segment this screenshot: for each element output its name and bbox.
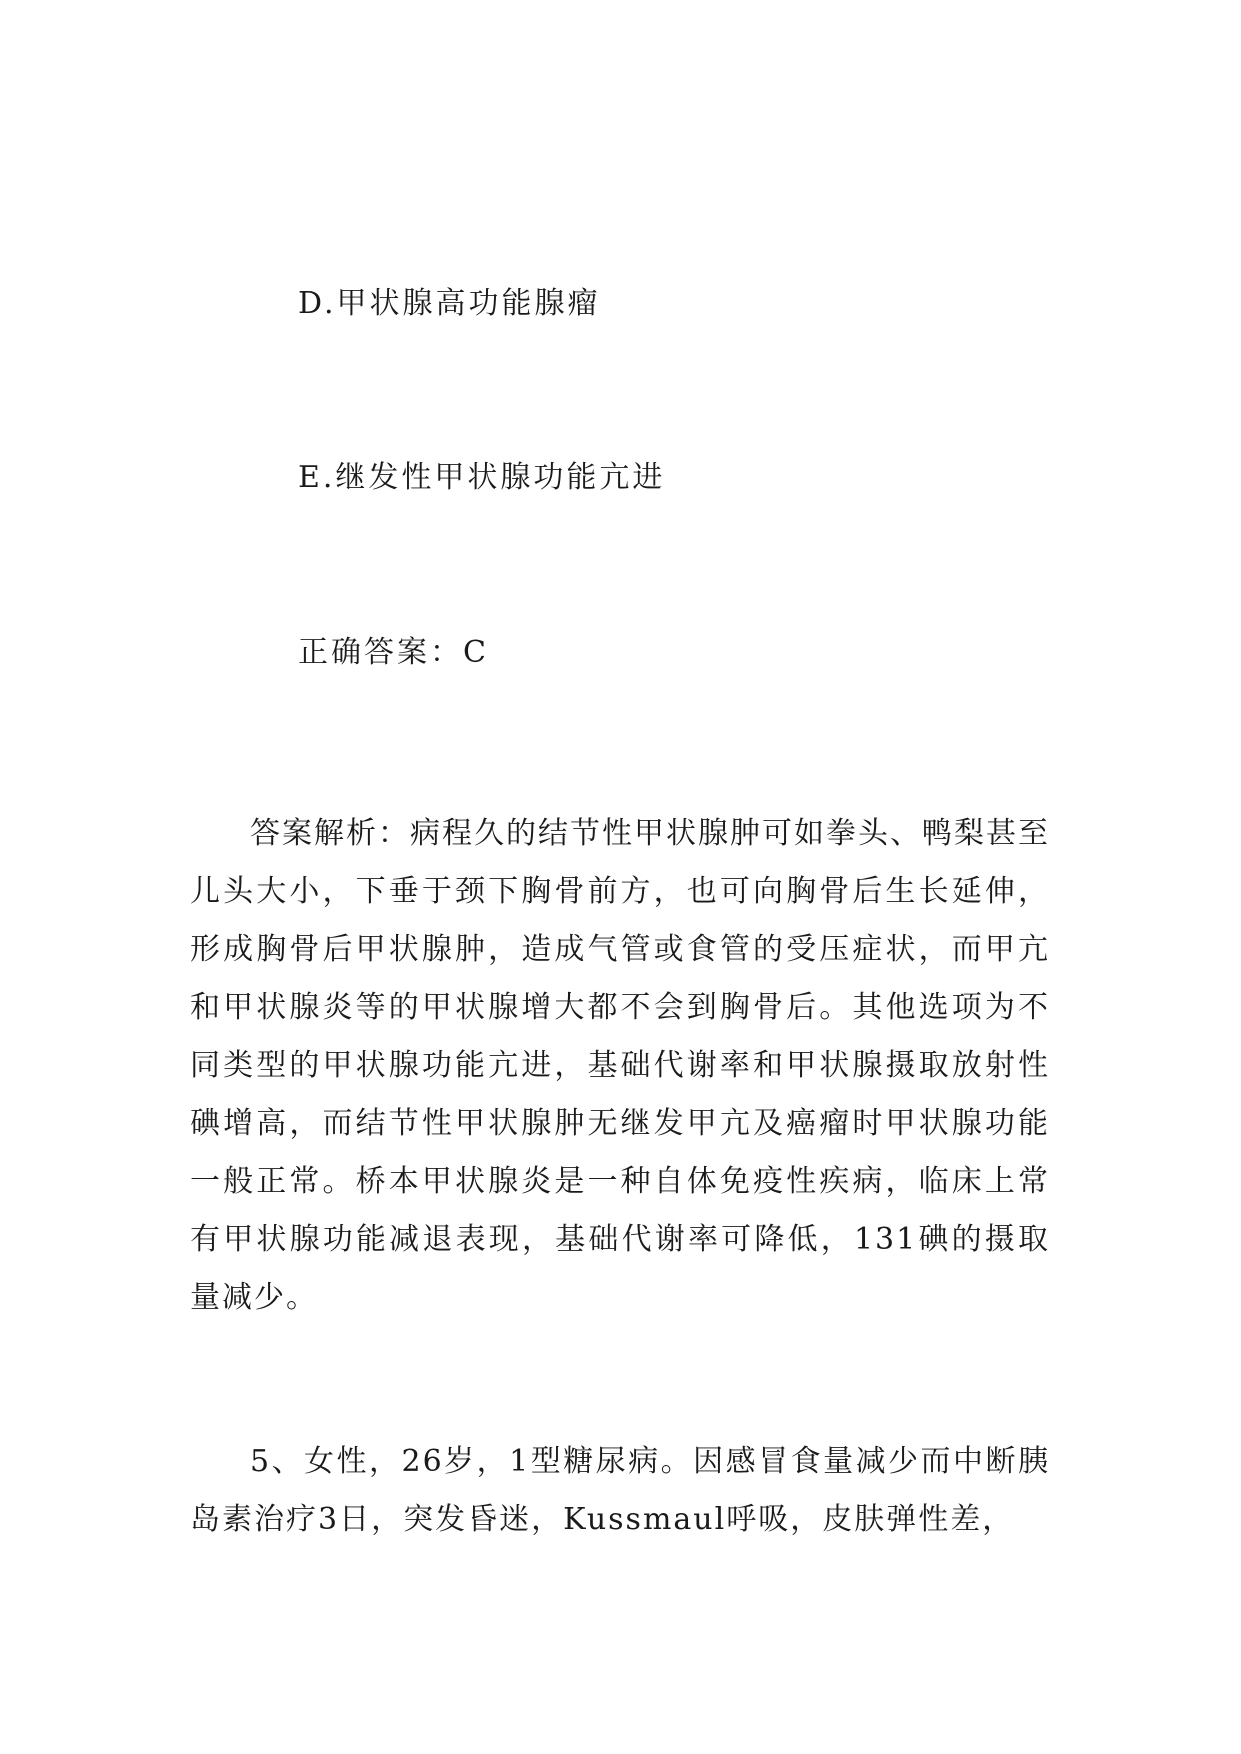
- option-d: D.甲状腺高功能腺瘤: [298, 286, 601, 321]
- correct-answer: 正确答案：C: [298, 635, 489, 670]
- question-5: 5、女性，26岁，1型糖尿病。因感冒食量减少而中断胰岛素治疗3日，突发昏迷，Kussmaul呼吸，皮肤弹性差，: [190, 1444, 1050, 1537]
- option-e: E.继发性甲状腺功能亢进: [298, 460, 666, 495]
- answer-explanation: 答案解析：病程久的结节性甲状腺肿可如拳头、鸭梨甚至儿头大小，下垂于颈下胸骨前方，也可向胸骨后生长延伸，形成胸骨后甲状腺肿，造成气管或食管的受压症状，而甲亢和甲状腺炎等的甲状腺增大都不会到胸骨后。其他选项为不同类型的甲状腺功能亢进，基础代谢率和甲状腺摄取放射性碘增高，而结节性甲状腺肿无继发甲亢及癌瘤时甲状腺功能一般正常。桥本甲状腺炎是一种自体免疫性疾病，临床上常有甲状腺功能减退表现，基础代谢率可降低，131碘的摄取量减少。: [190, 816, 1050, 1315]
